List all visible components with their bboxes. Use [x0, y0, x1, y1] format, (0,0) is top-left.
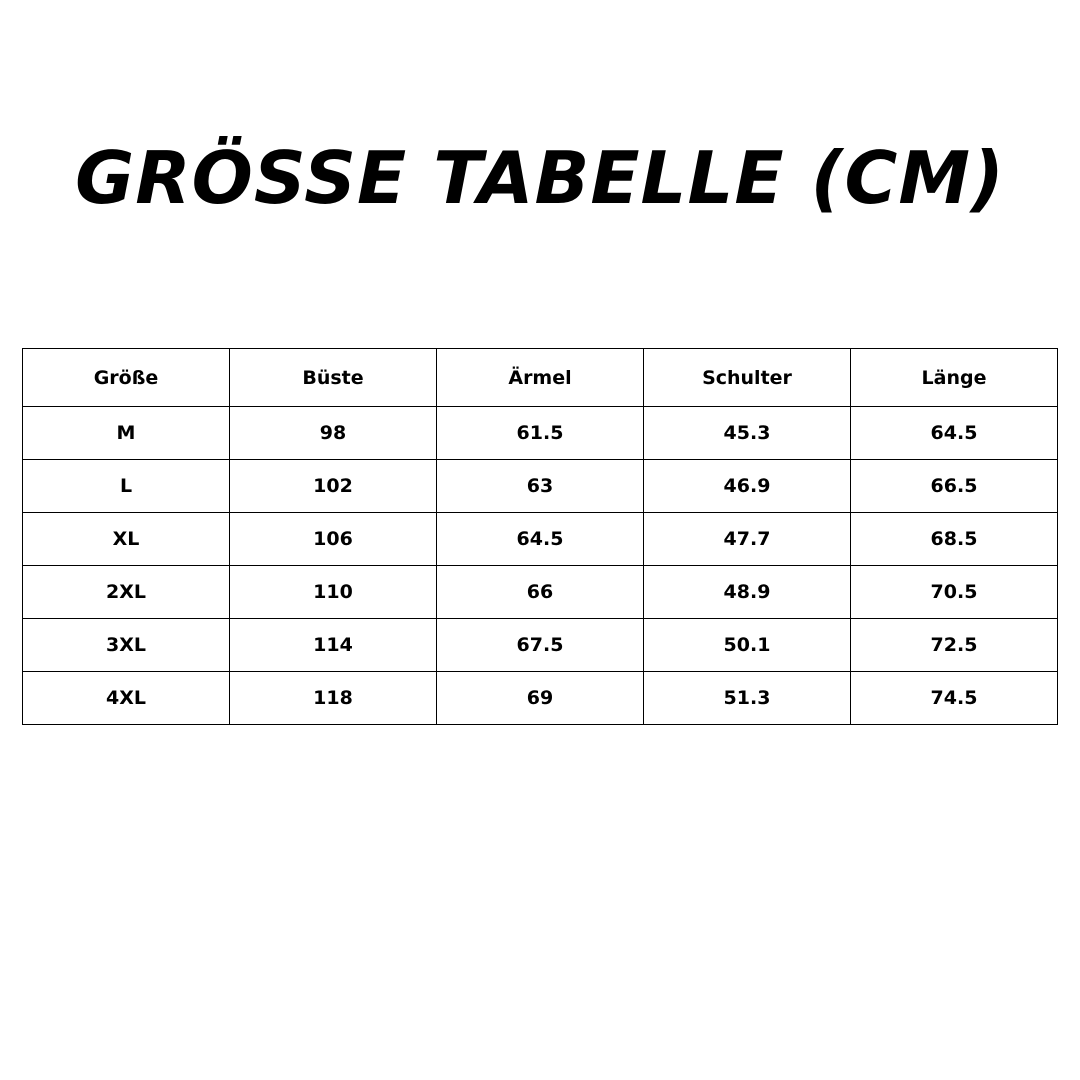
cell-sleeve: 66 — [437, 566, 644, 619]
cell-bust: 118 — [230, 672, 437, 725]
cell-size: 4XL — [23, 672, 230, 725]
cell-sleeve: 63 — [437, 460, 644, 513]
table-row — [23, 672, 1058, 725]
column-header-sleeve: Ärmel — [437, 349, 644, 407]
cell-shoulder: 45.3 — [644, 407, 851, 460]
cell-size: 3XL — [23, 619, 230, 672]
column-header-size: Größe — [23, 349, 230, 407]
page-title: GRÖSSE TABELLE (CM) — [75, 136, 1005, 220]
cell-bust: 114 — [230, 619, 437, 672]
table-row — [23, 513, 1058, 566]
table-row — [23, 619, 1058, 672]
cell-size: L — [23, 460, 230, 513]
cell-size: 2XL — [23, 566, 230, 619]
cell-sleeve: 61.5 — [437, 407, 644, 460]
cell-bust: 102 — [230, 460, 437, 513]
cell-length: 72.5 — [851, 619, 1058, 672]
size-table — [22, 348, 1058, 725]
cell-sleeve: 64.5 — [437, 513, 644, 566]
cell-shoulder: 48.9 — [644, 566, 851, 619]
cell-length: 64.5 — [851, 407, 1058, 460]
cell-shoulder: 47.7 — [644, 513, 851, 566]
cell-length: 70.5 — [851, 566, 1058, 619]
cell-sleeve: 69 — [437, 672, 644, 725]
cell-shoulder: 50.1 — [644, 619, 851, 672]
column-header-bust: Büste — [230, 349, 437, 407]
cell-sleeve: 67.5 — [437, 619, 644, 672]
cell-shoulder: 46.9 — [644, 460, 851, 513]
table-header-row — [23, 349, 1058, 407]
table-row — [23, 407, 1058, 460]
cell-length: 68.5 — [851, 513, 1058, 566]
cell-shoulder: 51.3 — [644, 672, 851, 725]
table-row — [23, 460, 1058, 513]
cell-bust: 110 — [230, 566, 437, 619]
cell-size: M — [23, 407, 230, 460]
column-header-shoulder: Schulter — [644, 349, 851, 407]
cell-length: 74.5 — [851, 672, 1058, 725]
table-row — [23, 566, 1058, 619]
cell-size: XL — [23, 513, 230, 566]
cell-bust: 98 — [230, 407, 437, 460]
cell-length: 66.5 — [851, 460, 1058, 513]
cell-bust: 106 — [230, 513, 437, 566]
column-header-length: Länge — [851, 349, 1058, 407]
